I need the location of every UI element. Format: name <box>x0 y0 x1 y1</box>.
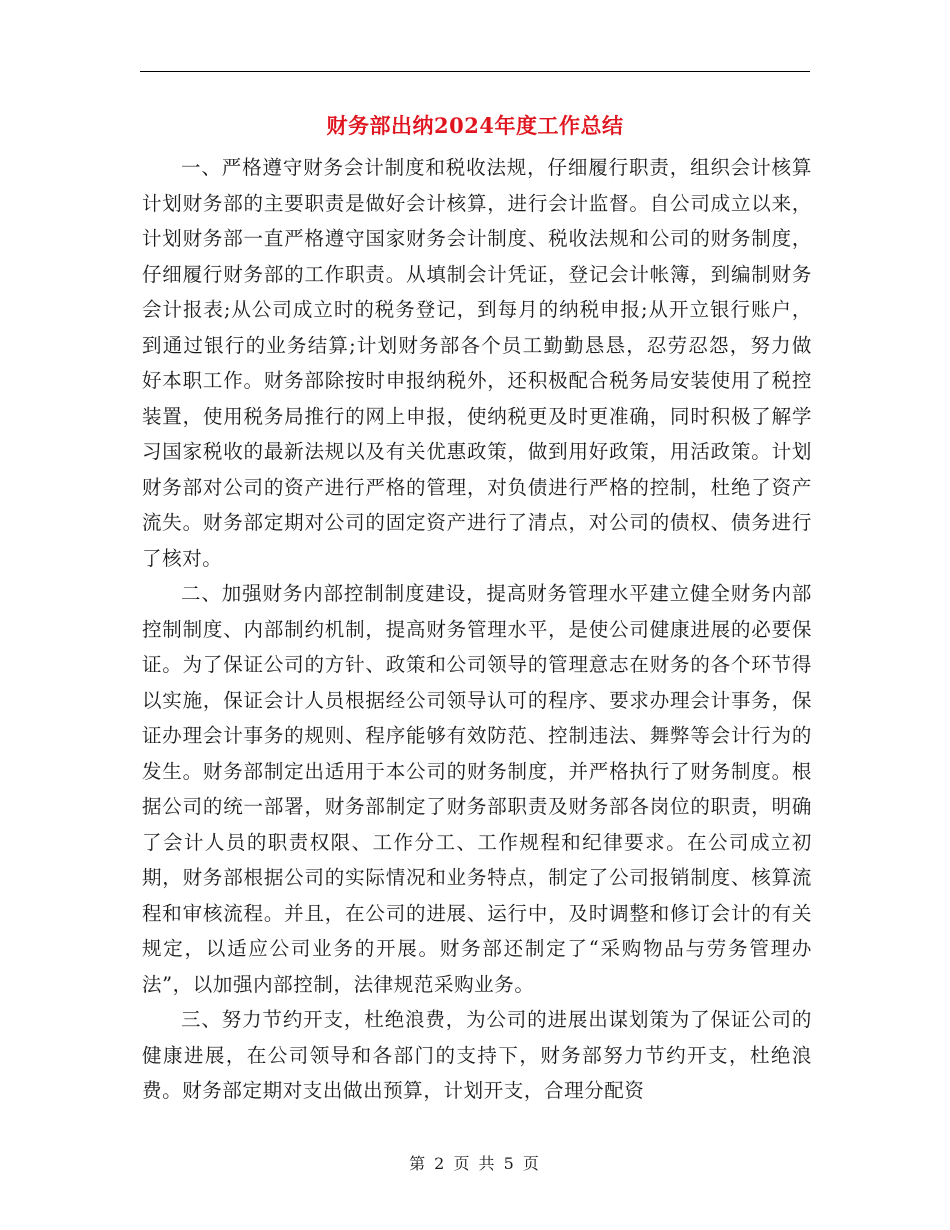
paragraph-2: 二、加强财务内部控制制度建设，提高财务管理水平建立健全财务内部控制制度、内部制约机制，提高财务管理水平，是使公司健康进展的必要保证。为了保证公司的方针、政策和公司领导的管理意志在财务的各个环节得以实施，保证会计人员根据经公司领导认可的程序、要求办理会计事务，保证办理会计事务的规则、程序能够有效防范、控制违法、舞弊等会计行为的发生。财务部制定出适用于本公司的财务制度，并严格执行了财务制度。根据公司的统一部署，财务部制定了财务部职责及财务部各岗位的职责，明确了会计人员的职责权限、工作分工、工作规程和纪律要求。在公司成立初期，财务部根据公司的实际情况和业务特点，制定了公司报销制度、核算流程和审核流程。并且，在公司的进展、运行中，及时调整和修订会计的有关规定，以适应公司业务的开展。财务部还制定了“采购物品与劳务管理办法”，以加强内部控制，法律规范采购业务。 <box>142 582 812 996</box>
header-rule <box>140 71 810 72</box>
paragraph-3: 三、努力节约开支，杜绝浪费，为公司的进展出谋划策为了保证公司的健康进展，在公司领导和各部门的支持下，财务部努力节约开支，杜绝浪费。财务部定期对支出做出预算，计划开支，合理分配资 <box>142 1008 812 1102</box>
paragraph-1: 一、严格遵守财务会计制度和税收法规，仔细履行职责，组织会计核算计划财务部的主要职责是做好会计核算，进行会计监督。自公司成立以来，计划财务部一直严格遵守国家财务会计制度、税收法规和公司的财务制度，仔细履行财务部的工作职责。从填制会计凭证，登记会计帐簿，到编制财务会计报表;从公司成立时的税务登记，到每月的纳税申报;从开立银行账户，到通过银行的业务结算;计划财务部各个员工勤勤恳恳，忍劳忍怨，努力做好本职工作。财务部除按时申报纳税外，还积极配合税务局安装使用了税控装置，使用税务局推行的网上申报，使纳税更及时更准确，同时积极了解学习国家税收的最新法规以及有关优惠政策，做到用好政策，用活政策。计划财务部对公司的资产进行严格的管理，对负债进行严格的控制，杜绝了资产流失。财务部定期对公司的固定资产进行了清点，对公司的债权、债务进行了核对。 <box>142 156 812 570</box>
page-number-footer: 第 2 页 共 5 页 <box>409 1154 541 1173</box>
document-body <box>142 150 812 1109</box>
document-title: 财务部出纳2024年度工作总结 <box>326 113 624 138</box>
